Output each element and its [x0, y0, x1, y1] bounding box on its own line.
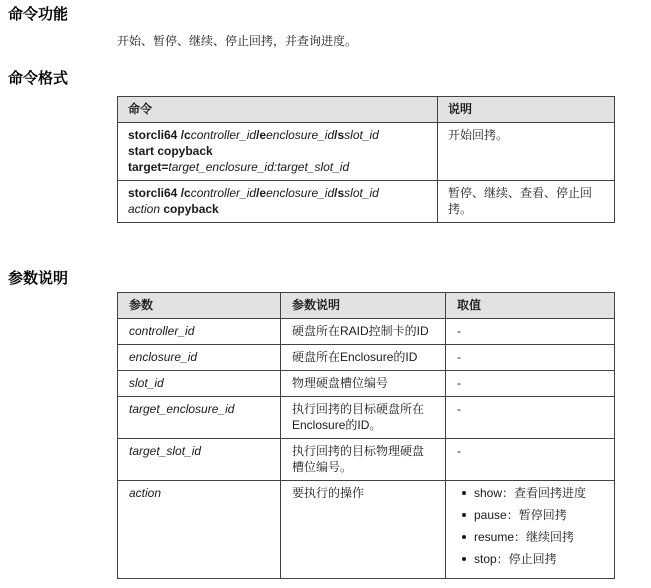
table-header-row: [118, 293, 615, 319]
param-value-cell: -: [446, 439, 615, 481]
value-list-item: resume：继续回拷: [460, 529, 603, 545]
column-header-desc: 说明: [438, 97, 615, 123]
param-value-cell: -: [446, 371, 615, 397]
param-desc-cell: 硬盘所在RAID控制卡的ID: [281, 319, 446, 345]
table-row: [118, 181, 615, 223]
param-name-cell: slot_id: [118, 371, 281, 397]
command-desc-cell: 暂停、继续、查看、停止回拷。: [438, 181, 615, 223]
param-desc-cell: 执行回拷的目标物理硬盘槽位编号。: [281, 439, 446, 481]
param-name-cell: action: [118, 481, 281, 579]
function-description: 开始、暂停、继续、停止回拷，并查询进度。: [117, 34, 358, 48]
table-row: [118, 319, 615, 345]
param-desc-cell: 物理硬盘槽位编号: [281, 371, 446, 397]
param-value-cell: -: [446, 319, 615, 345]
param-value-cell: [446, 481, 615, 579]
command-cell: storcli64 /ccontroller_id/eenclosure_id/sslot_id action copyback: [118, 181, 438, 223]
table-row: [118, 345, 615, 371]
table-header-row: [118, 97, 615, 123]
value-list-item: pause：暂停回拷: [460, 507, 603, 523]
section-heading-format: 命令格式: [8, 70, 69, 87]
command-desc-cell: 开始回拷。: [438, 123, 615, 181]
doc-page: [0, 7, 651, 579]
param-name-cell: target_slot_id: [118, 439, 281, 481]
param-desc-cell: 要执行的操作: [281, 481, 446, 579]
column-header-param-desc: 参数说明: [281, 293, 446, 319]
column-header-value: 取值: [446, 293, 615, 319]
table-row: [118, 123, 615, 181]
param-desc-cell: 执行回拷的目标硬盘所在Enclosure的ID。: [281, 397, 446, 439]
param-name-cell: enclosure_id: [118, 345, 281, 371]
command-cell: storcli64 /ccontroller_id/eenclosure_id/sslot_id start copyback target=target_enclosure_id:target_slot_id: [118, 123, 438, 181]
parameter-table: [117, 292, 615, 579]
value-list: [457, 485, 603, 567]
section-heading-params: 参数说明: [8, 270, 69, 287]
param-name-cell: target_enclosure_id: [118, 397, 281, 439]
table-row: [118, 397, 615, 439]
value-list-item: stop：停止回拷: [460, 551, 603, 567]
column-header-command: 命令: [118, 97, 438, 123]
param-desc-cell: 硬盘所在Enclosure的ID: [281, 345, 446, 371]
value-list-item: show：查看回拷进度: [460, 485, 603, 501]
column-header-param: 参数: [118, 293, 281, 319]
table-row: [118, 481, 615, 579]
param-value-cell: -: [446, 345, 615, 371]
section-heading-function: 命令功能: [8, 6, 69, 23]
param-name-cell: controller_id: [118, 319, 281, 345]
table-row: [118, 439, 615, 481]
param-value-cell: -: [446, 397, 615, 439]
command-format-table: [117, 96, 615, 223]
table-row: [118, 371, 615, 397]
